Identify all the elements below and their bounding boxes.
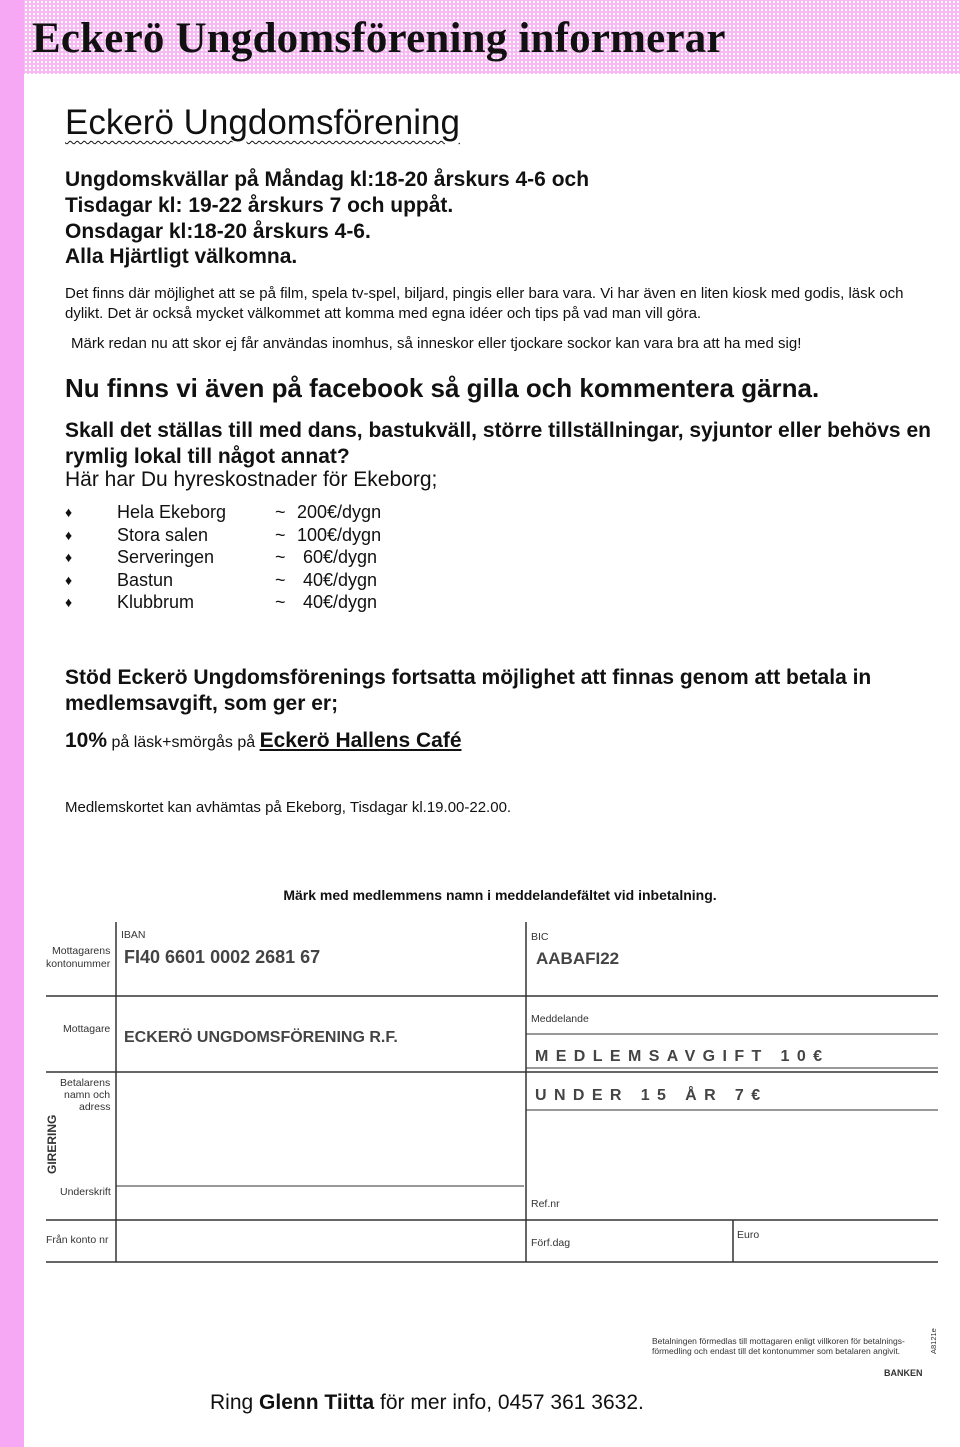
- giro-payment-slip: [0, 918, 960, 1388]
- cafe-name: Eckerö Hallens Café: [259, 729, 462, 752]
- diamond-bullet-icon: ♦: [65, 571, 73, 588]
- lbl-due-date: Förf.dag: [531, 1237, 571, 1249]
- schedule-line: Onsdagar kl:18-20 årskurs 4-6.: [65, 219, 371, 243]
- lbl-recipient: Mottagare: [63, 1023, 111, 1035]
- price-item-value: 40€/dygn: [303, 592, 378, 612]
- price-item-value: 100€/dygn: [297, 524, 382, 545]
- slip-terms: Betalningen förmedlas till mottagaren enligt villkoren för betalnings-: [652, 1336, 905, 1346]
- lbl-message: Meddelande: [531, 1013, 589, 1025]
- price-tilde: ~: [275, 502, 286, 522]
- lbl-recipient-account: Mottagarens: [52, 945, 111, 957]
- price-item-name: Klubbrum: [117, 592, 195, 612]
- discount-percent: 10%: [65, 729, 108, 752]
- shoes-note: Märk redan nu att skor ej får användas inomhus, så inneskor eller tjockare sockor kan vara bra att ha med sig!: [71, 335, 802, 352]
- diamond-bullet-icon: ♦: [65, 549, 73, 565]
- org-title: Eckerö Ungdomsförening: [65, 103, 460, 142]
- schedule-block: [65, 167, 589, 270]
- diamond-bullet-icon: ♦: [65, 504, 73, 520]
- discount-line: [65, 729, 462, 753]
- banner-title: Eckerö Ungdomsförening informerar: [32, 15, 726, 62]
- lbl-payer: Betalarens: [60, 1077, 111, 1089]
- schedule-line: Tisdagar kl: 19-22 årskurs 7 och uppåt.: [65, 193, 454, 217]
- price-item-value: 40€/dygn: [303, 569, 378, 590]
- contact-suffix: för mer info, 0457 361 3632.: [374, 1391, 644, 1414]
- contact-line: [210, 1391, 644, 1415]
- message-line-2: UNDER 15 ÅR 7€: [535, 1087, 768, 1104]
- slip-terms: förmedling och endast till det kontonummer som betalaren angivit.: [652, 1346, 901, 1356]
- facebook-note: Nu finns vi även på facebook så gilla och kommentera gärna.: [65, 373, 820, 403]
- event-question: Skall det ställas till med dans, bastukväll, större tillställningar, syjuntor eller behövs en rymlig lokal till något annat?: [65, 419, 931, 468]
- recipient-value: ECKERÖ UNGDOMSFÖRENING R.F.: [124, 1029, 398, 1046]
- schedule-line: Alla Hjärtligt välkomna.: [65, 245, 298, 269]
- price-item-name: Bastun: [117, 569, 174, 590]
- form-code: A8121e: [929, 1328, 938, 1354]
- contact-name: Glenn Tiitta: [259, 1391, 375, 1414]
- lbl-from-account: Från konto nr: [46, 1234, 109, 1246]
- lbl-bank: BANKEN: [884, 1368, 923, 1378]
- info-paragraph: Det finns där möjlighet att se på film, spela tv-spel, biljard, pingis eller bara vara. Vi har även en liten kiosk med godis, läsk och dylikt. Det är också mycket välkommet att komma med egna idéer och tips på vad man vill göra.: [65, 285, 904, 322]
- discount-text: på läsk+smörgås på: [107, 734, 260, 751]
- lbl-iban: IBAN: [121, 929, 146, 941]
- price-tilde: ~: [275, 524, 286, 545]
- price-item-name: Stora salen: [117, 524, 209, 545]
- message-line-1: MEDLEMSAVGIFT 10€: [535, 1048, 830, 1065]
- lbl-bic: BIC: [531, 931, 549, 943]
- rent-intro: Här har Du hyreskostnader för Ekeborg;: [65, 468, 438, 491]
- price-tilde: ~: [275, 592, 286, 612]
- lbl-signature: Underskrift: [60, 1186, 111, 1198]
- support-text: Stöd Eckerö Ungdomsförenings fortsatta möjlighet att finnas genom att betala in medlemsavgift, som ger er;: [65, 666, 872, 715]
- payment-note: Märk med medlemmens namn i meddelandefältet vid inbetalning.: [283, 887, 717, 903]
- lbl-payer: namn och: [64, 1089, 111, 1101]
- diamond-bullet-icon: ♦: [65, 526, 73, 543]
- price-item-value: 200€/dygn: [297, 502, 382, 522]
- price-tilde: ~: [275, 547, 286, 567]
- bic-value: AABAFI22: [536, 949, 620, 968]
- lbl-giro: GIRERING: [45, 1114, 59, 1174]
- lbl-refnr: Ref.nr: [531, 1198, 560, 1210]
- price-tilde: ~: [275, 569, 286, 590]
- price-item-name: Serveringen: [117, 547, 215, 567]
- card-pickup-note: Medlemskortet kan avhämtas på Ekeborg, Tisdagar kl.19.00-22.00.: [65, 799, 512, 816]
- lbl-payer: adress: [79, 1101, 111, 1113]
- price-item-value: 60€/dygn: [303, 547, 378, 567]
- diamond-bullet-icon: ♦: [65, 594, 73, 610]
- lbl-recipient-account: kontonummer: [46, 958, 111, 970]
- iban-value: FI40 6601 0002 2681 67: [124, 947, 321, 967]
- contact-prefix: Ring: [210, 1391, 260, 1414]
- lbl-euro: Euro: [737, 1229, 760, 1241]
- schedule-line: Ungdomskvällar på Måndag kl:18-20 årskurs 4-6 och: [65, 168, 590, 191]
- price-item-name: Hela Ekeborg: [117, 502, 227, 522]
